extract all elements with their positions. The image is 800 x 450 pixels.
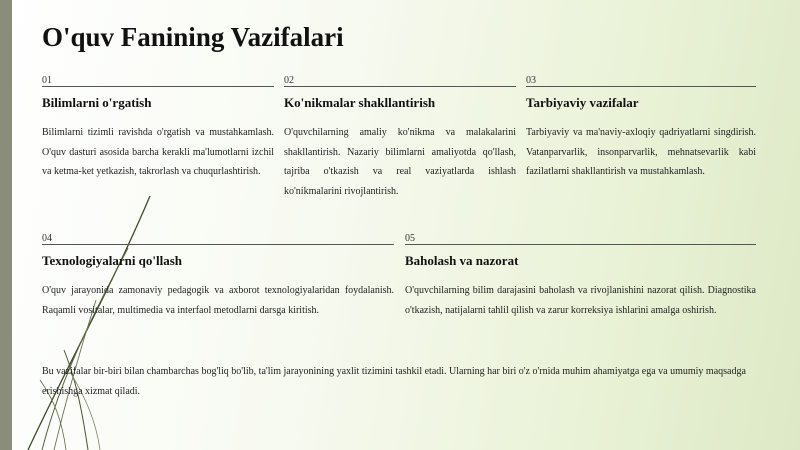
summary-text: Bu vazifalar bir-biri bilan chambarchas bog'liq bo'lib, ta'lim jarayonining yaxlit tizimini tashkil etadi. Ularning har biri o'z o'rnida muhim ahamiyatga ega va umumiy maqsadga erishishga xizmat qiladi.	[42, 366, 746, 397]
card-heading: Tarbiyaviy vazifalar	[526, 95, 639, 110]
card-heading: Bilimlarni o'rgatish	[42, 95, 152, 110]
card-text: Bilimlarni tizimli ravishda o'rgatish va mustahkamlash. O'quv dasturi asosida barcha kerakli ma'lumotlarni izchil va ketma-ket yetkazish, takrorlash va chuqurlashtirish.	[42, 127, 274, 177]
card-heading: Baholash va nazorat	[405, 253, 519, 268]
card-text: O'quv jarayonida zamonaviy pedagogik va axborot texnologiyalaridan foydalanish. Raqamli vositalar, multimedia va interfaol metodlarni darsga kiritish.	[42, 285, 394, 316]
task-card-2	[284, 76, 516, 201]
card-number: 01	[42, 76, 274, 87]
task-card-3	[526, 76, 756, 182]
task-card-1	[42, 76, 274, 182]
task-card-5	[405, 234, 756, 320]
card-text: Tarbiyaviy va ma'naviy-axloqiy qadriyatlarni singdirish. Vatanparvarlik, insonparvarlik, mehnatsevarlik kabi fazilatlarni shakllantirish va mustahkamlash.	[526, 127, 756, 177]
task-card-4	[42, 234, 394, 320]
left-accent-bar	[0, 0, 12, 450]
card-number: 04	[42, 234, 394, 245]
card-number: 03	[526, 76, 756, 87]
card-heading: Texnologiyalarni qo'llash	[42, 253, 183, 268]
card-text: O'quvchilarning amaliy ko'nikma va malakalarini shakllantirish. Nazariy bilimlarni amaliyotda qo'llash, tajriba o'tkazish va real vaziyatlarda ishlash ko'nikmalarini rivojlantirish.	[284, 127, 516, 197]
slide-title: O'quv Fanining Vazifalari	[42, 22, 344, 52]
card-number: 02	[284, 76, 516, 87]
card-heading: Ko'nikmalar shakllantirish	[284, 95, 436, 110]
card-text: O'quvchilarning bilim darajasini baholash va rivojlanishini nazorat qilish. Diagnostika o'tkazish, natijalarni tahlil qilish va zarur korreksiya ishlarini amalga oshirish.	[405, 285, 756, 316]
card-number: 05	[405, 234, 756, 245]
